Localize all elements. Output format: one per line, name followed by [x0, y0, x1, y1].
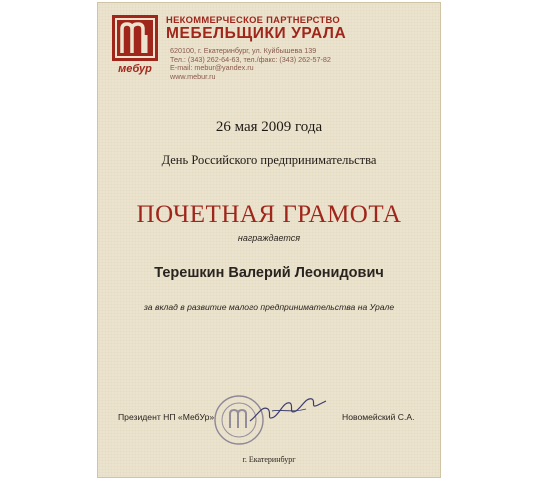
org-name: МЕБЕЛЬЩИКИ УРАЛА: [166, 25, 347, 42]
certificate-title: ПОЧЕТНАЯ ГРАМОТА: [136, 201, 402, 228]
issue-city: г. Екатеринбург: [242, 455, 296, 464]
contact-block: [170, 47, 331, 81]
signer-name: Новомейский С.А.: [342, 412, 415, 422]
occasion-line: День Российского предпринимательства: [161, 153, 377, 167]
signer-role: Президент НП «МебУр»: [118, 412, 215, 422]
certificate-sheet: [97, 2, 441, 478]
recipient-name: Терешкин Валерий Леонидович: [154, 265, 384, 281]
website-line: www.mebur.ru: [170, 71, 216, 81]
phones-line: Тел.: (343) 262-64-63, тел./факс: (343) 262-57-82: [170, 54, 331, 64]
address-line: 620100, г. Екатеринбург, ул. Куйбышева 139: [170, 46, 317, 55]
awarded-label: награждается: [237, 233, 301, 243]
signature-icon: [248, 391, 328, 427]
award-date: 26 мая 2009 года: [215, 119, 323, 135]
org-type: НЕКОММЕРЧЕСКОЕ ПАРТНЕРСТВО: [166, 14, 340, 25]
email-line: E-mail: mebur@yandex.ru: [170, 63, 254, 73]
logo-caption: мебур: [118, 63, 152, 75]
mebur-logo-icon: [112, 15, 158, 61]
award-reason: за вклад в развитие малого предпринимательства на Урале: [143, 302, 395, 312]
